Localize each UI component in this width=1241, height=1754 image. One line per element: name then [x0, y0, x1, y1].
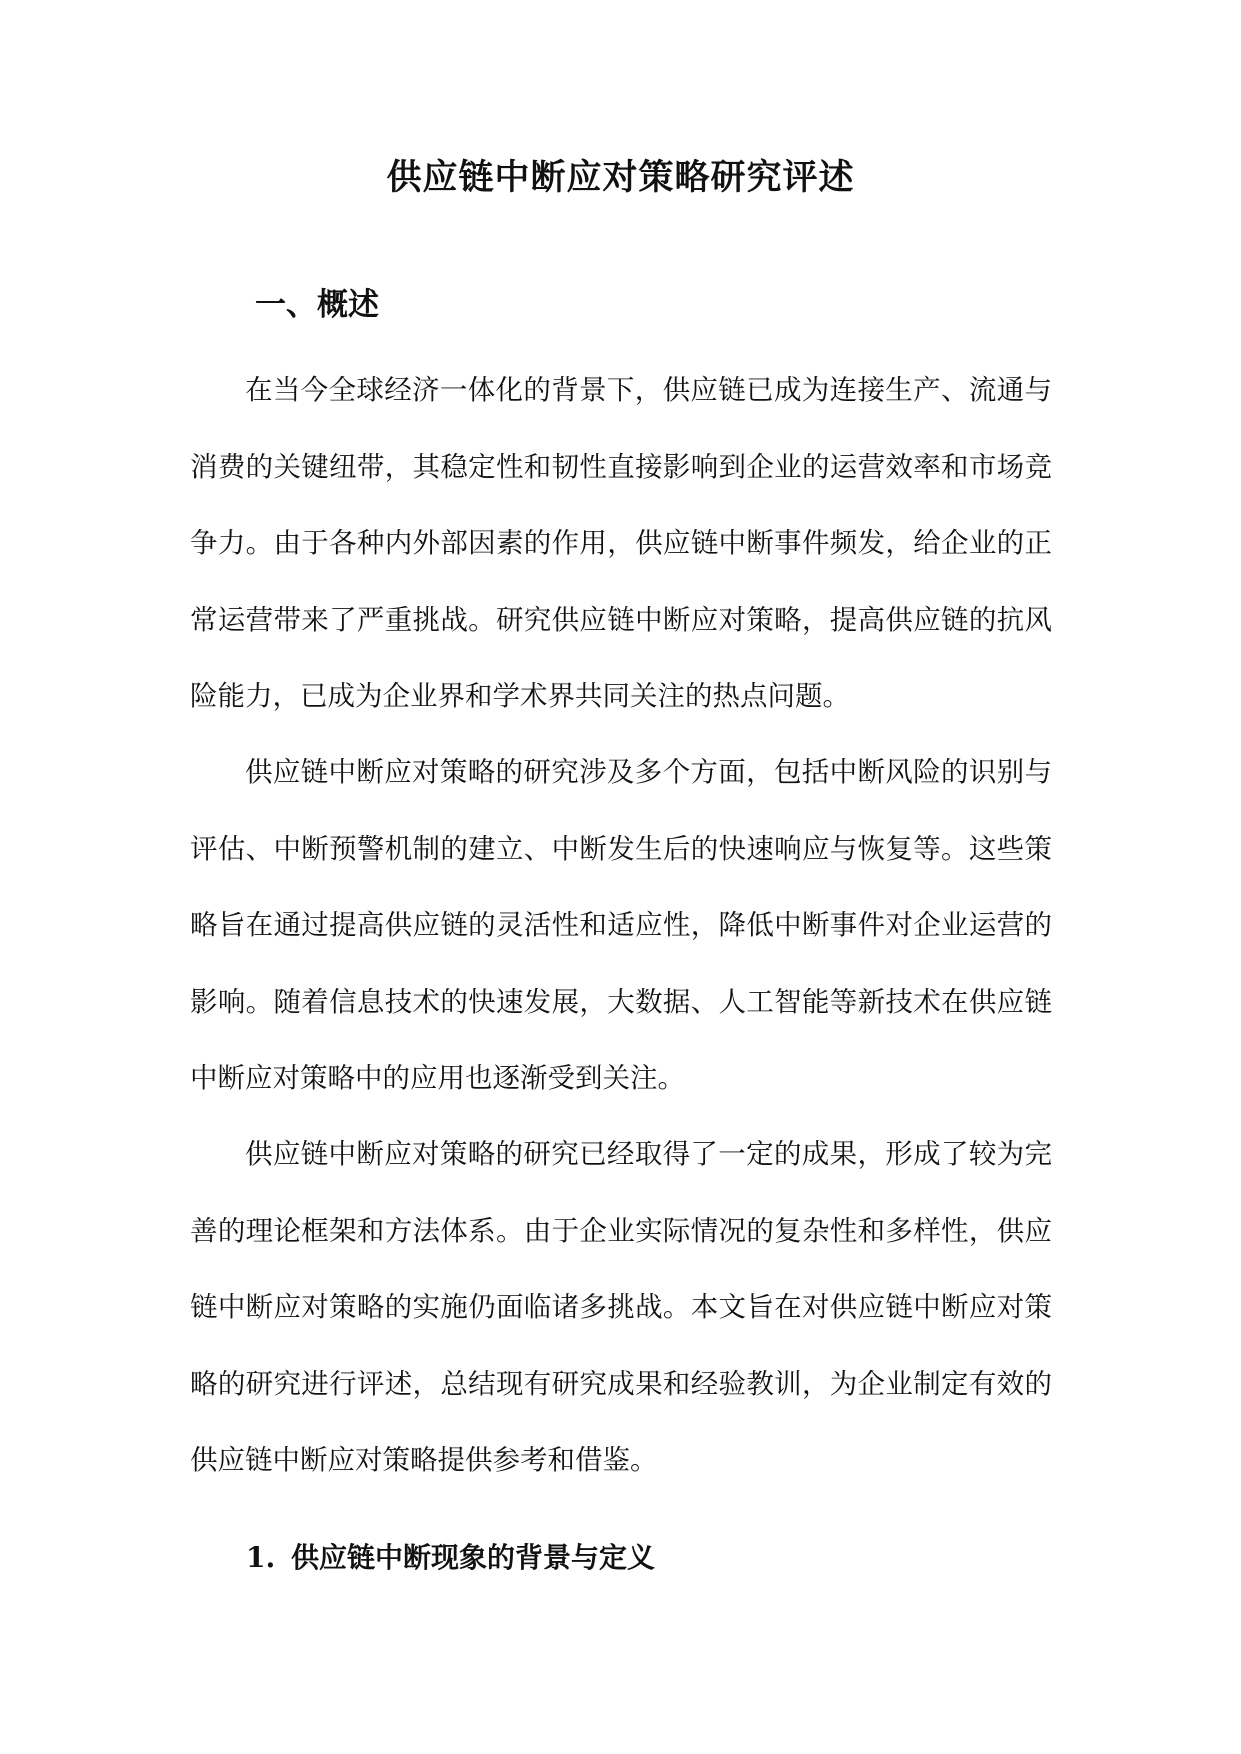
subsection-title: 供应链中断现象的背景与定义 — [291, 1541, 656, 1574]
body-paragraph-2: 供应链中断应对策略的研究涉及多个方面，包括中断风险的识别与评估、中断预警机制的建立、中断发生后的快速响应与恢复等。这些策略旨在通过提高供应链的灵活性和适应性，降低中断事件对企业运营的影响。随着信息技术的快速发展，大数据、人工智能等新技术在供应链中断应对策略中的应用也逐渐受到关注。 — [190, 756, 1052, 1094]
body-paragraph-3: 供应链中断应对策略的研究已经取得了一定的成果，形成了较为完善的理论框架和方法体系。由于企业实际情况的复杂性和多样性，供应链中断应对策略的实施仍面临诸多挑战。本文旨在对供应链中断应对策略的研究进行评述，总结现有研究成果和经验教训，为企业制定有效的供应链中断应对策略提供参考和借鉴。 — [190, 1138, 1052, 1476]
subsection-number: 1. — [246, 1541, 276, 1574]
section-heading-overview: 一、概述 — [255, 287, 379, 323]
subsection-heading — [246, 1535, 655, 1581]
document-title: 供应链中断应对策略研究评述 — [386, 157, 855, 198]
body-paragraph-1: 在当今全球经济一体化的背景下，供应链已成为连接生产、流通与消费的关键纽带，其稳定性和韧性直接影响到企业的运营效率和市场竞争力。由于各种内外部因素的作用，供应链中断事件频发，给企业的正常运营带来了严重挑战。研究供应链中断应对策略，提高供应链的抗风险能力，已成为企业界和学术界共同关注的热点问题。 — [190, 374, 1052, 712]
